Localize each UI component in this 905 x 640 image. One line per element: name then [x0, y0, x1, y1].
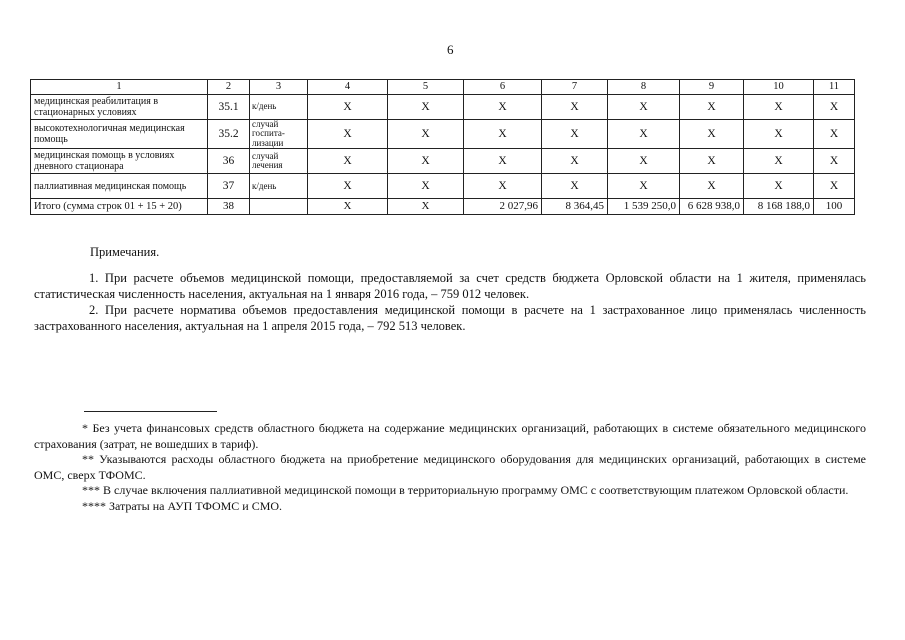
- footnote: * Без учета финансовых средств областного бюджета на содержание медицинских организаций, работающих в системе обязательного медицинского страхования (затрат, не вошедших в тариф).: [34, 421, 866, 451]
- cell: X: [744, 120, 814, 149]
- table-row: [31, 120, 855, 149]
- note-item: 2. При расчете норматива объемов предоставления медицинской помощи в расчете на 1 застрахованное лицо применялась численность застрахованного населения, актуальная на 1 апреля 2015 года, – 792 513 человек.: [34, 303, 866, 333]
- table-total-row: [31, 199, 855, 215]
- header-cell: 1: [31, 80, 208, 95]
- row-code: 35.2: [208, 120, 250, 149]
- total-name: Итого (сумма строк 01 + 15 + 20): [31, 199, 208, 215]
- header-cell: 5: [388, 80, 464, 95]
- table-row: [31, 95, 855, 120]
- cell: X: [308, 149, 388, 174]
- row-name: высокотехнологичная медицинская помощь: [31, 120, 208, 149]
- notes-list: [34, 270, 866, 334]
- cell: X: [680, 149, 744, 174]
- row-name: паллиативная медицинская помощь: [31, 174, 208, 199]
- total-cell: 100: [814, 199, 855, 215]
- cell: X: [744, 95, 814, 120]
- row-name: медицинская реабилитация в стационарных условиях: [31, 95, 208, 120]
- header-cell: 6: [464, 80, 542, 95]
- cell: X: [680, 174, 744, 199]
- footnote: *** В случае включения паллиативной медицинской помощи в территориальную программу ОМС с соответствующим платежом Орловской области.: [82, 483, 849, 497]
- header-cell: 3: [250, 80, 308, 95]
- header-cell: 2: [208, 80, 250, 95]
- cell: X: [542, 174, 608, 199]
- cell: X: [814, 174, 855, 199]
- total-code: 38: [208, 199, 250, 215]
- cell: X: [608, 149, 680, 174]
- cell: X: [608, 120, 680, 149]
- notes-title: Примечания.: [90, 245, 160, 259]
- header-cell: 8: [608, 80, 680, 95]
- cell: X: [542, 95, 608, 120]
- cell: X: [608, 174, 680, 199]
- cell: X: [542, 120, 608, 149]
- footnote-divider: [84, 411, 217, 412]
- footnote: **** Затраты на АУП ТФОМС и СМО.: [82, 498, 283, 513]
- row-code: 36: [208, 149, 250, 174]
- cell: X: [814, 120, 855, 149]
- cell: X: [464, 174, 542, 199]
- row-unit: к/день: [250, 95, 308, 120]
- footnotes: [34, 421, 866, 514]
- total-unit: [250, 199, 308, 215]
- total-cell: 1 539 250,0: [608, 199, 680, 215]
- total-cell: 8 364,45: [542, 199, 608, 215]
- row-unit: случай лечения: [250, 149, 308, 174]
- row-code: 35.1: [208, 95, 250, 120]
- cell: X: [308, 95, 388, 120]
- cell: X: [388, 95, 464, 120]
- header-cell: 9: [680, 80, 744, 95]
- footnote: ** Указываются расходы областного бюджета на приобретение медицинского оборудования для медицинских организаций, работающих в системе ОМС, сверх ТФОМС.: [34, 452, 866, 482]
- cell: X: [744, 149, 814, 174]
- expenses-table: [30, 79, 855, 215]
- table-row: [31, 174, 855, 199]
- cell: X: [542, 149, 608, 174]
- row-unit: случай госпита-лизации: [250, 120, 308, 149]
- header-cell: 7: [542, 80, 608, 95]
- cell: X: [608, 95, 680, 120]
- row-name: медицинская помощь в условиях дневного стационара: [31, 149, 208, 174]
- total-cell: X: [308, 199, 388, 215]
- total-cell: 2 027,96: [464, 199, 542, 215]
- cell: X: [814, 149, 855, 174]
- page-number: 6: [447, 42, 454, 57]
- cell: X: [744, 174, 814, 199]
- header-cell: 11: [814, 80, 855, 95]
- header-cell: 10: [744, 80, 814, 95]
- cell: X: [814, 95, 855, 120]
- row-unit: к/день: [250, 174, 308, 199]
- header-cell: 4: [308, 80, 388, 95]
- cell: X: [680, 120, 744, 149]
- cell: X: [308, 174, 388, 199]
- cell: X: [388, 149, 464, 174]
- note-item: 1. При расчете объемов медицинской помощи, предоставляемой за счет средств бюджета Орловской области на 1 жителя, применялась статистическая численность населения, актуальная на 1 января 2016 года, – 759 012 человек.: [34, 271, 866, 301]
- cell: X: [464, 120, 542, 149]
- cell: X: [308, 120, 388, 149]
- table-row: [31, 149, 855, 174]
- table-header-row: [31, 80, 855, 95]
- cell: X: [680, 95, 744, 120]
- cell: X: [464, 95, 542, 120]
- cell: X: [388, 120, 464, 149]
- total-cell: 8 168 188,0: [744, 199, 814, 215]
- total-cell: 6 628 938,0: [680, 199, 744, 215]
- row-code: 37: [208, 174, 250, 199]
- cell: X: [464, 149, 542, 174]
- cell: X: [388, 174, 464, 199]
- total-cell: X: [388, 199, 464, 215]
